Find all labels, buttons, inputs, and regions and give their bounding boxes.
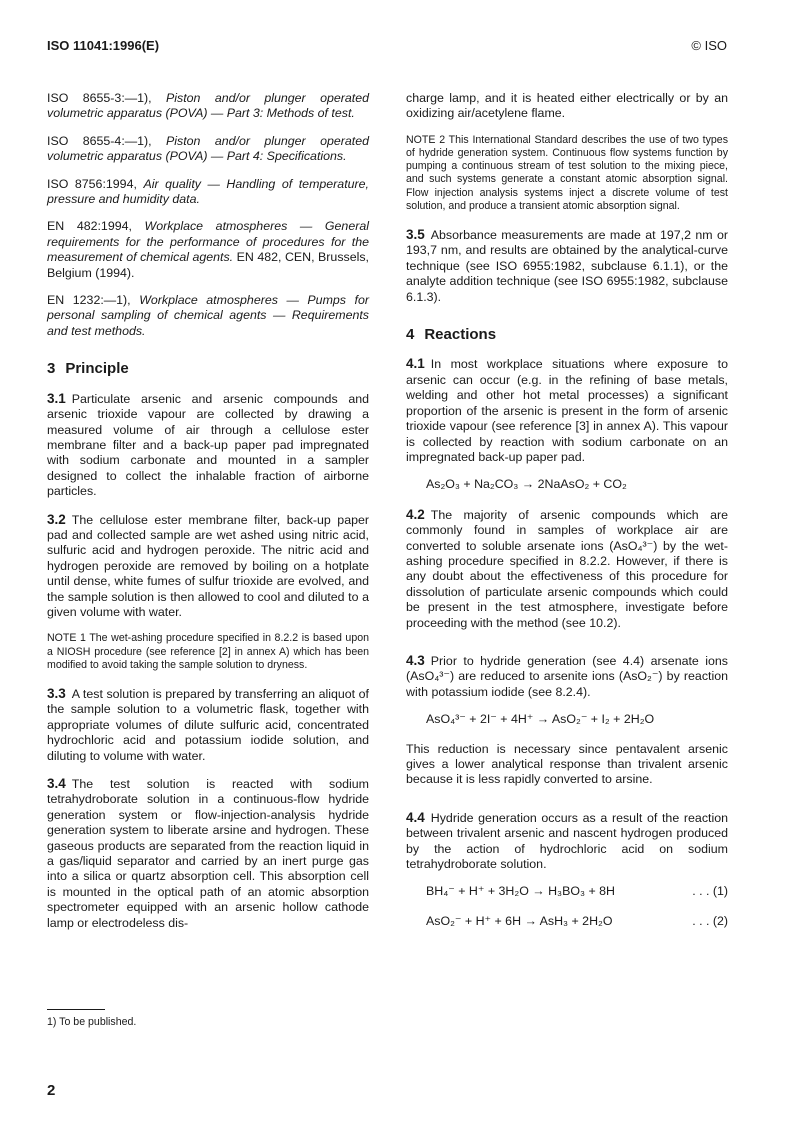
reference-item: ISO 8655-4:—1), Piston and/or plunger operated volumetric apparatus (POVA) — Part 4: Specifications.: [47, 133, 369, 164]
clause-3-4: 3.4 The test solution is reacted with sodium tetrahydroborate solution in a continuous-flow hydride generation system or flow-injection-analysis hydride generation system to liberate arsine and hydrogen. These gaseous products are separated from the reaction liquid in a gas/liquid separator and carried by an inert purge gas into a silica or quartz absorption cell. This absorption cell is mounted in the optical path of an atomic absorption spectrometer equipped with an arsenic hollow cathode lamp or electrodeless dis-: [47, 776, 369, 930]
section-heading-reactions: 4 Reactions: [406, 326, 497, 344]
equation-arsenic-trioxide: As₂O₃ + Na₂CO₃ → 2NaAsO₂ + CO₂: [426, 477, 627, 492]
clause-3-3: 3.3 A test solution is prepared by transferring an aliquot of the sample solution to a volumetric flask, together with appropriate volumes of dilute sulfuric acid, concentrated hydrochloric acid and potassium iodide solution, and diluting to volume with water.: [47, 685, 369, 763]
running-header-copyright: © ISO: [691, 38, 727, 53]
right-column: [406, 91, 728, 943]
footnote-rule: [47, 1009, 105, 1010]
clause-4-3-text: This reduction is necessary since pentavalent arsenic gives a lower analytical response than trivalent arsenic because it is less rapidly converted to arsine.: [406, 741, 728, 787]
reference-item: ISO 8655-3:—1), Piston and/or plunger operated volumetric apparatus (POVA) — Part 3: Methods of test.: [47, 91, 369, 121]
equation-1: BH₄⁻ + H⁺ + 3H₂O → H₃BO₃ + 8H . . . (1): [426, 884, 728, 899]
footnote: 1) To be published.: [47, 1016, 137, 1028]
section-heading-principle: 3 Principle: [47, 360, 129, 378]
reference-item: ISO 8756:1994, Air quality — Handling of temperature, pressure and humidity data.: [47, 176, 369, 207]
clause-3-5: 3.5 Absorbance measurements are made at 197,2 nm or 193,7 nm, and results are obtained by the analytical-curve technique (see ISO 6955:1982, subclause 6.1.1), or the analyte addition technique (see ISO 6955:1982, subclause 6.1.3).: [406, 227, 728, 304]
clause-3-2: 3.2 The cellulose ester membrane filter, back-up paper pad and collected sample are wet ashed using nitric acid, sulfuric acid and hydrogen peroxide. The nitric acid and hydrogen peroxide are removed by boiling on a hotplate until dense, white fumes of sulfur trioxide are evolved, and the sample solution is then allowed to cool and diluted to a given volume with water.: [47, 511, 369, 619]
page-number: 2: [47, 1082, 56, 1099]
equation-number: . . . (1): [692, 884, 728, 899]
clause-4-1: 4.1 In most workplace situations where exposure to arsenic can occur (e.g. in the refining of base metals, welding and other hot metal processes) a significant proportion of the arsenic is present in the form of arsenic trioxide vapour (see reference [3] in annex A). This vapour is collected by reaction with sodium carbonate on an impregnated back-up paper pad.: [406, 356, 728, 464]
note-1: NOTE 1 The wet-ashing procedure specified in 8.2.2 is based upon a NIOSH procedure (see reference [2] in annex A) which has been modified to avoid taking the sample solution to dryness.: [47, 632, 369, 671]
equation-arsenate-reduction: AsO₄³⁻ + 2I⁻ + 4H⁺ → AsO₂⁻ + I₂ + 2H₂O: [426, 712, 655, 727]
equation-2: AsO₂⁻ + H⁺ + 6H → AsH₃ + 2H₂O . . . (2): [426, 913, 728, 928]
equation-number: . . . (2): [692, 913, 728, 928]
reference-item: EN 482:1994, Workplace atmospheres — General requirements for the performance of procedures for the measurement of chemical agents. EN 482, CEN, Brussels, Belgium (1994).: [47, 219, 369, 280]
reference-item: EN 1232:—1), Workplace atmospheres — Pumps for personal sampling of chemical agents — Requirements and test methods.: [47, 293, 370, 338]
clause-4-4: 4.4 Hydride generation occurs as a result of the reaction between trivalent arsenic and nascent hydrogen produced by the action of hydrochloric acid on sodium tetrahydroborate solution.: [406, 809, 728, 872]
running-header-standard: ISO 11041:1996(E): [47, 38, 160, 53]
left-column: [47, 91, 369, 943]
clause-4-3: 4.3 Prior to hydride generation (see 4.4) arsenate ions (AsO₄³⁻) are reduced to arsenite ions (AsO₂⁻) by reaction with potassium iodide (see 8.2.4).: [406, 652, 728, 699]
note-2: NOTE 2 This International Standard describes the use of two types of hydride generation system. Continuous flow systems function by pumping a continuous stream of test solution to the mixing piece, and such systems generate a constant atomic absorption signal. Flow injection analysis systems inject a discrete volume of test solution, and produce a transient atomic absorption signal.: [406, 133, 728, 212]
clause-4-2: 4.2 The majority of arsenic compounds which are commonly found in samples of workplace air are converted to soluble arsenate ions (AsO₄³⁻) by the wet-ashing procedure specified in 8.2.2. However, if there is any doubt about the effectiveness of this procedure for dissolution of particulate arsenic compounds which could be present in the test atmosphere, investigate before proceeding with the method (see 10.2).: [406, 506, 728, 630]
clause-3-4-continued: charge lamp, and it is heated either electrically or by an oxidizing air/acetylene flame.: [406, 91, 728, 121]
clause-3-1: 3.1 Particulate arsenic and arsenic compounds and arsenic trioxide vapour are collected by drawing a measured volume of air through a cellulose ester membrane filter and a back-up paper pad impregnated with sodium carbonate and mounted in a sampler designed to collect the inhalable fraction of airborne particles.: [47, 390, 369, 499]
